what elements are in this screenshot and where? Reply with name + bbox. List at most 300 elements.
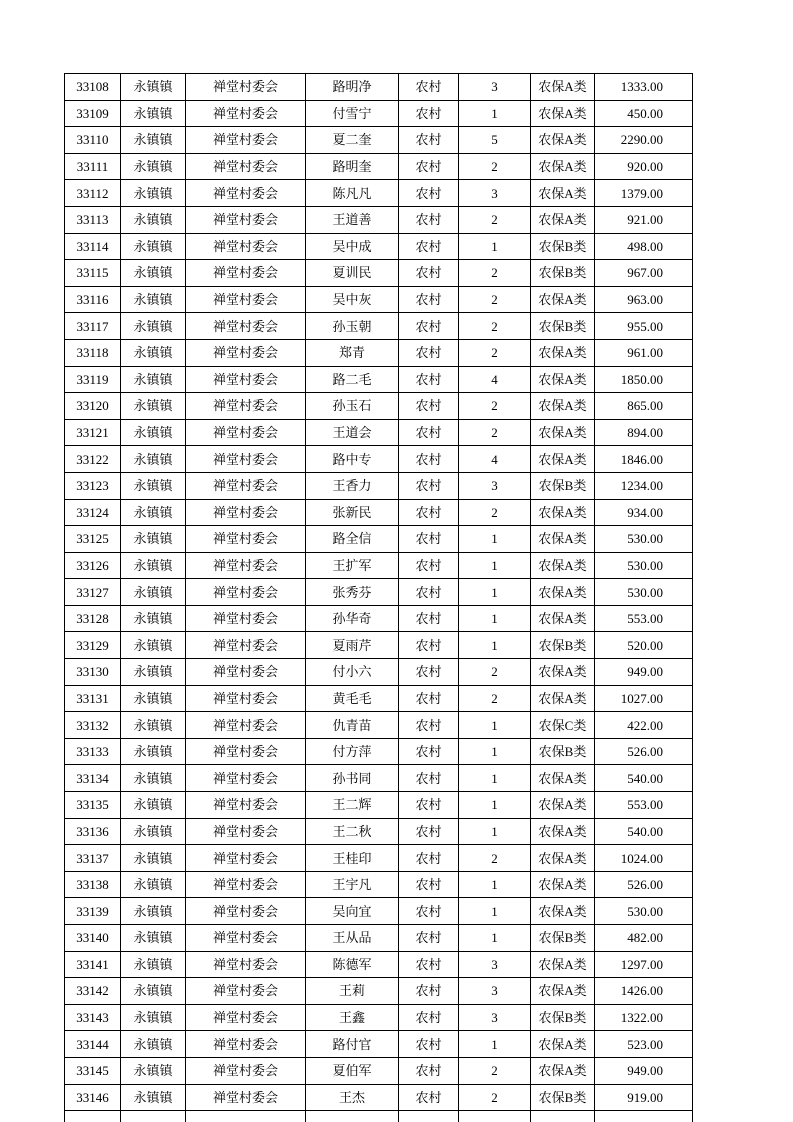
cell-count: 1 <box>459 1031 531 1058</box>
cell-village: 禅堂村委会 <box>186 552 306 579</box>
cell-village: 禅堂村委会 <box>186 685 306 712</box>
cell-count: 1 <box>459 579 531 606</box>
cell-town: 永镇镇 <box>121 605 186 632</box>
cell-town: 永镇镇 <box>121 74 186 101</box>
cell-category: 农保B类 <box>531 925 595 952</box>
cell-name: 夏二奎 <box>306 127 399 154</box>
cell-town: 永镇镇 <box>121 898 186 925</box>
cell-amount: 520.00 <box>595 632 693 659</box>
cell-amount: 450.00 <box>595 100 693 127</box>
cell-town: 永镇镇 <box>121 738 186 765</box>
cell-residence: 农村 <box>399 605 459 632</box>
cell-village: 禅堂村委会 <box>186 871 306 898</box>
table-row <box>65 1084 693 1111</box>
cell-village: 禅堂村委会 <box>186 100 306 127</box>
cell-village: 禅堂村委会 <box>186 738 306 765</box>
table-row <box>65 472 693 499</box>
cell-id: 33144 <box>65 1031 121 1058</box>
cell-residence: 农村 <box>399 127 459 154</box>
cell-name: 王道会 <box>306 419 399 446</box>
cell-residence: 农村 <box>399 845 459 872</box>
cell-amount: 934.00 <box>595 499 693 526</box>
cell-name: 孙玉朝 <box>306 313 399 340</box>
cell-name: 王二秋 <box>306 818 399 845</box>
cell-name: 郑青 <box>306 339 399 366</box>
cell-amount: 523.00 <box>595 1031 693 1058</box>
cell-id: 33108 <box>65 74 121 101</box>
cell-category: 农保A类 <box>531 1057 595 1084</box>
cell-id: 33127 <box>65 579 121 606</box>
cell-amount: 526.00 <box>595 738 693 765</box>
cell-amount: 955.00 <box>595 313 693 340</box>
table-row <box>65 233 693 260</box>
cell-name: 陈德军 <box>306 951 399 978</box>
cell-id: 33109 <box>65 100 121 127</box>
cell-count: 1 <box>459 898 531 925</box>
cell-name: 孙华奇 <box>306 605 399 632</box>
cell-town: 永镇镇 <box>121 871 186 898</box>
cell-id: 33126 <box>65 552 121 579</box>
cell-id: 33117 <box>65 313 121 340</box>
table-row <box>65 659 693 686</box>
cell-residence: 农村 <box>399 818 459 845</box>
cell-residence: 农村 <box>399 153 459 180</box>
cell-amount: 1379.00 <box>595 180 693 207</box>
cell-name: 王宇凡 <box>306 871 399 898</box>
cell-name: 路二毛 <box>306 366 399 393</box>
cell-town: 永镇镇 <box>121 1004 186 1031</box>
table-row <box>65 685 693 712</box>
table-row <box>65 1057 693 1084</box>
cell-category: 农保B类 <box>531 1084 595 1111</box>
cell-id: 33130 <box>65 659 121 686</box>
cell-residence: 农村 <box>399 260 459 287</box>
cell-village: 禅堂村委会 <box>186 765 306 792</box>
table-row <box>65 100 693 127</box>
cell-village: 禅堂村委会 <box>186 286 306 313</box>
cell-category: 农保A类 <box>531 978 595 1005</box>
cell-residence: 农村 <box>399 765 459 792</box>
cell-category: 农保A类 <box>531 74 595 101</box>
cell-count: 1 <box>459 552 531 579</box>
table-row <box>65 871 693 898</box>
cell-id: 33138 <box>65 871 121 898</box>
cell-name: 付小六 <box>306 659 399 686</box>
cell-id: 33125 <box>65 526 121 553</box>
cell-name: 孙书同 <box>306 765 399 792</box>
cell-town: 永镇镇 <box>121 446 186 473</box>
cell-id: 33121 <box>65 419 121 446</box>
cell-town: 永镇镇 <box>121 472 186 499</box>
cell-amount: 1024.00 <box>595 845 693 872</box>
cell-residence: 农村 <box>399 499 459 526</box>
cell-id: 33112 <box>65 180 121 207</box>
cell-amount: 1426.00 <box>595 978 693 1005</box>
cell-village: 禅堂村委会 <box>186 712 306 739</box>
cell-amount: 949.00 <box>595 1057 693 1084</box>
cell-residence: 农村 <box>399 925 459 952</box>
table-row <box>65 925 693 952</box>
table-row <box>65 978 693 1005</box>
cell-name: 路全信 <box>306 526 399 553</box>
cell-residence: 农村 <box>399 1031 459 1058</box>
table-row <box>65 818 693 845</box>
cell-town: 永镇镇 <box>121 339 186 366</box>
cell-category: 农保A类 <box>531 579 595 606</box>
cell-count: 2 <box>459 260 531 287</box>
cell-village: 禅堂村委会 <box>186 260 306 287</box>
cell-id: 33115 <box>65 260 121 287</box>
cell-count: 2 <box>459 206 531 233</box>
cell-residence: 农村 <box>399 712 459 739</box>
cell-count: 2 <box>459 153 531 180</box>
cell-amount: 553.00 <box>595 605 693 632</box>
table-body <box>65 74 693 1122</box>
cell-residence: 农村 <box>399 419 459 446</box>
cell-amount: 526.00 <box>595 871 693 898</box>
table-row <box>65 419 693 446</box>
cell-category: 农保A类 <box>531 446 595 473</box>
cell-amount: 553.00 <box>595 792 693 819</box>
cell-count: 1 <box>459 233 531 260</box>
cell-category: 农保A类 <box>531 180 595 207</box>
cell-town: 永镇镇 <box>121 419 186 446</box>
cell-id: 33139 <box>65 898 121 925</box>
cell-category: 农保A类 <box>531 605 595 632</box>
cell-id: 33120 <box>65 393 121 420</box>
cell-village: 禅堂村委会 <box>186 792 306 819</box>
cell-category: 农保A类 <box>531 1031 595 1058</box>
cell-amount: 530.00 <box>595 898 693 925</box>
cell-name: 仇青苗 <box>306 712 399 739</box>
cell-name: 王二辉 <box>306 792 399 819</box>
cell-amount: 1297.00 <box>595 951 693 978</box>
cell-amount: 540.00 <box>595 765 693 792</box>
cell-category <box>531 1111 595 1122</box>
table-row <box>65 526 693 553</box>
cell-village: 禅堂村委会 <box>186 925 306 952</box>
cell-category: 农保A类 <box>531 286 595 313</box>
cell-village: 禅堂村委会 <box>186 206 306 233</box>
cell-count: 2 <box>459 339 531 366</box>
cell-village: 禅堂村委会 <box>186 472 306 499</box>
cell-count: 2 <box>459 685 531 712</box>
cell-category: 农保A类 <box>531 339 595 366</box>
cell-count: 2 <box>459 499 531 526</box>
cell-category: 农保B类 <box>531 233 595 260</box>
cell-count: 1 <box>459 605 531 632</box>
cell-town: 永镇镇 <box>121 978 186 1005</box>
subsidy-table <box>64 73 693 1122</box>
cell-count: 1 <box>459 765 531 792</box>
cell-count: 5 <box>459 127 531 154</box>
cell-residence: 农村 <box>399 526 459 553</box>
cell-residence: 农村 <box>399 286 459 313</box>
cell-town: 永镇镇 <box>121 685 186 712</box>
cell-id: 33114 <box>65 233 121 260</box>
table-row <box>65 180 693 207</box>
cell-town: 永镇镇 <box>121 233 186 260</box>
cell-residence: 农村 <box>399 339 459 366</box>
table-row <box>65 153 693 180</box>
cell-id: 33119 <box>65 366 121 393</box>
cell-category: 农保A类 <box>531 685 595 712</box>
cell-village: 禅堂村委会 <box>186 419 306 446</box>
cell-name: 王鑫 <box>306 1004 399 1031</box>
cell-count: 1 <box>459 792 531 819</box>
cell-category: 农保A类 <box>531 898 595 925</box>
cell-residence: 农村 <box>399 579 459 606</box>
cell-name: 付方萍 <box>306 738 399 765</box>
cell-amount: 949.00 <box>595 659 693 686</box>
cell-amount: 1850.00 <box>595 366 693 393</box>
cell-town: 永镇镇 <box>121 366 186 393</box>
table-row <box>65 712 693 739</box>
table-row <box>65 765 693 792</box>
cell-residence: 农村 <box>399 393 459 420</box>
cell-amount: 1322.00 <box>595 1004 693 1031</box>
cell-amount <box>595 1111 693 1122</box>
cell-name: 夏训民 <box>306 260 399 287</box>
cell-village <box>186 1111 306 1122</box>
cell-category: 农保B类 <box>531 738 595 765</box>
cell-count: 2 <box>459 313 531 340</box>
cell-category: 农保A类 <box>531 393 595 420</box>
cell-residence: 农村 <box>399 659 459 686</box>
cell-count: 2 <box>459 1057 531 1084</box>
cell-town: 永镇镇 <box>121 1084 186 1111</box>
cell-village: 禅堂村委会 <box>186 446 306 473</box>
cell-village: 禅堂村委会 <box>186 605 306 632</box>
cell-residence: 农村 <box>399 180 459 207</box>
table-row <box>65 1031 693 1058</box>
cell-category: 农保A类 <box>531 127 595 154</box>
cell-id: 33143 <box>65 1004 121 1031</box>
table-row <box>65 1004 693 1031</box>
cell-category: 农保A类 <box>531 845 595 872</box>
cell-name: 夏雨芹 <box>306 632 399 659</box>
cell-town: 永镇镇 <box>121 579 186 606</box>
cell-village: 禅堂村委会 <box>186 845 306 872</box>
cell-category: 农保A类 <box>531 526 595 553</box>
cell-id: 33124 <box>65 499 121 526</box>
cell-count: 4 <box>459 366 531 393</box>
cell-town: 永镇镇 <box>121 925 186 952</box>
cell-id: 33133 <box>65 738 121 765</box>
cell-village: 禅堂村委会 <box>186 818 306 845</box>
cell-town: 永镇镇 <box>121 286 186 313</box>
cell-id: 33132 <box>65 712 121 739</box>
cell-count: 3 <box>459 951 531 978</box>
cell-id: 33135 <box>65 792 121 819</box>
cell-category: 农保A类 <box>531 818 595 845</box>
cell-residence: 农村 <box>399 552 459 579</box>
cell-id: 33113 <box>65 206 121 233</box>
cell-amount: 865.00 <box>595 393 693 420</box>
table-row <box>65 446 693 473</box>
cell-count: 3 <box>459 978 531 1005</box>
cell-count: 3 <box>459 1004 531 1031</box>
cell-name <box>306 1111 399 1122</box>
cell-count: 2 <box>459 393 531 420</box>
cell-village: 禅堂村委会 <box>186 526 306 553</box>
table-row <box>65 738 693 765</box>
cell-village: 禅堂村委会 <box>186 1084 306 1111</box>
cell-town: 永镇镇 <box>121 127 186 154</box>
cell-id: 33129 <box>65 632 121 659</box>
cell-residence: 农村 <box>399 74 459 101</box>
cell-village: 禅堂村委会 <box>186 127 306 154</box>
cell-id: 33128 <box>65 605 121 632</box>
cell-town: 永镇镇 <box>121 260 186 287</box>
cell-amount: 1846.00 <box>595 446 693 473</box>
cell-town: 永镇镇 <box>121 153 186 180</box>
cell-amount: 540.00 <box>595 818 693 845</box>
table-row <box>65 552 693 579</box>
cell-category: 农保A类 <box>531 153 595 180</box>
cell-name: 王桂印 <box>306 845 399 872</box>
cell-village: 禅堂村委会 <box>186 499 306 526</box>
cell-town: 永镇镇 <box>121 845 186 872</box>
table-row <box>65 499 693 526</box>
cell-id: 33134 <box>65 765 121 792</box>
cell-id: 33137 <box>65 845 121 872</box>
cell-village: 禅堂村委会 <box>186 1057 306 1084</box>
cell-category: 农保A类 <box>531 419 595 446</box>
table-row <box>65 260 693 287</box>
cell-village: 禅堂村委会 <box>186 951 306 978</box>
table-row <box>65 632 693 659</box>
cell-village: 禅堂村委会 <box>186 339 306 366</box>
cell-name: 路明净 <box>306 74 399 101</box>
cell-village: 禅堂村委会 <box>186 313 306 340</box>
cell-residence: 农村 <box>399 1084 459 1111</box>
cell-id: 33141 <box>65 951 121 978</box>
cell-town: 永镇镇 <box>121 951 186 978</box>
cell-town: 永镇镇 <box>121 765 186 792</box>
cell-id: 33123 <box>65 472 121 499</box>
cell-count: 2 <box>459 286 531 313</box>
cell-id: 33116 <box>65 286 121 313</box>
cell-town: 永镇镇 <box>121 180 186 207</box>
cell-id: 33122 <box>65 446 121 473</box>
table-row <box>65 127 693 154</box>
cell-count: 2 <box>459 659 531 686</box>
cell-id: 33136 <box>65 818 121 845</box>
cell-residence: 农村 <box>399 898 459 925</box>
cell-count: 1 <box>459 738 531 765</box>
cell-town: 永镇镇 <box>121 818 186 845</box>
cell-count: 2 <box>459 1084 531 1111</box>
cell-residence: 农村 <box>399 871 459 898</box>
table-row <box>65 898 693 925</box>
table-row-partial <box>65 1111 693 1122</box>
cell-category: 农保B类 <box>531 260 595 287</box>
cell-amount: 961.00 <box>595 339 693 366</box>
cell-town: 永镇镇 <box>121 1031 186 1058</box>
cell-name: 王从品 <box>306 925 399 952</box>
cell-name: 王香力 <box>306 472 399 499</box>
cell-count: 2 <box>459 845 531 872</box>
cell-category: 农保B类 <box>531 472 595 499</box>
cell-residence: 农村 <box>399 978 459 1005</box>
cell-town: 永镇镇 <box>121 393 186 420</box>
table-row <box>65 74 693 101</box>
cell-name: 路付官 <box>306 1031 399 1058</box>
cell-id: 33142 <box>65 978 121 1005</box>
table-row <box>65 579 693 606</box>
cell-id: 33146 <box>65 1084 121 1111</box>
table-row <box>65 366 693 393</box>
cell-residence: 农村 <box>399 632 459 659</box>
cell-amount: 1234.00 <box>595 472 693 499</box>
cell-village: 禅堂村委会 <box>186 233 306 260</box>
cell-town: 永镇镇 <box>121 712 186 739</box>
cell-name: 黄毛毛 <box>306 685 399 712</box>
cell-count: 1 <box>459 925 531 952</box>
cell-id: 33145 <box>65 1057 121 1084</box>
cell-amount: 920.00 <box>595 153 693 180</box>
cell-residence: 农村 <box>399 685 459 712</box>
cell-amount: 530.00 <box>595 552 693 579</box>
cell-category: 农保A类 <box>531 366 595 393</box>
cell-residence: 农村 <box>399 100 459 127</box>
cell-town: 永镇镇 <box>121 499 186 526</box>
cell-amount: 1027.00 <box>595 685 693 712</box>
cell-village: 禅堂村委会 <box>186 632 306 659</box>
cell-amount: 1333.00 <box>595 74 693 101</box>
table-row <box>65 339 693 366</box>
table-row <box>65 605 693 632</box>
cell-town: 永镇镇 <box>121 632 186 659</box>
cell-category: 农保A类 <box>531 499 595 526</box>
cell-count: 1 <box>459 526 531 553</box>
cell-category: 农保B类 <box>531 632 595 659</box>
cell-count: 1 <box>459 818 531 845</box>
cell-village: 禅堂村委会 <box>186 366 306 393</box>
cell-count: 4 <box>459 446 531 473</box>
cell-amount: 963.00 <box>595 286 693 313</box>
cell-category: 农保A类 <box>531 100 595 127</box>
cell-town: 永镇镇 <box>121 526 186 553</box>
cell-category: 农保A类 <box>531 871 595 898</box>
cell-count <box>459 1111 531 1122</box>
cell-category: 农保A类 <box>531 765 595 792</box>
cell-residence <box>399 1111 459 1122</box>
cell-category: 农保A类 <box>531 659 595 686</box>
cell-residence: 农村 <box>399 738 459 765</box>
cell-village: 禅堂村委会 <box>186 1004 306 1031</box>
cell-name: 孙玉石 <box>306 393 399 420</box>
cell-name: 吴向宜 <box>306 898 399 925</box>
table-row <box>65 313 693 340</box>
cell-count: 1 <box>459 100 531 127</box>
cell-id: 33131 <box>65 685 121 712</box>
cell-name: 付雪宁 <box>306 100 399 127</box>
table-row <box>65 951 693 978</box>
cell-id: 33110 <box>65 127 121 154</box>
cell-residence: 农村 <box>399 446 459 473</box>
cell-count: 1 <box>459 712 531 739</box>
cell-id <box>65 1111 121 1122</box>
cell-village: 禅堂村委会 <box>186 180 306 207</box>
cell-town: 永镇镇 <box>121 552 186 579</box>
cell-village: 禅堂村委会 <box>186 659 306 686</box>
cell-amount: 919.00 <box>595 1084 693 1111</box>
cell-name: 王道善 <box>306 206 399 233</box>
cell-village: 禅堂村委会 <box>186 579 306 606</box>
cell-count: 2 <box>459 419 531 446</box>
